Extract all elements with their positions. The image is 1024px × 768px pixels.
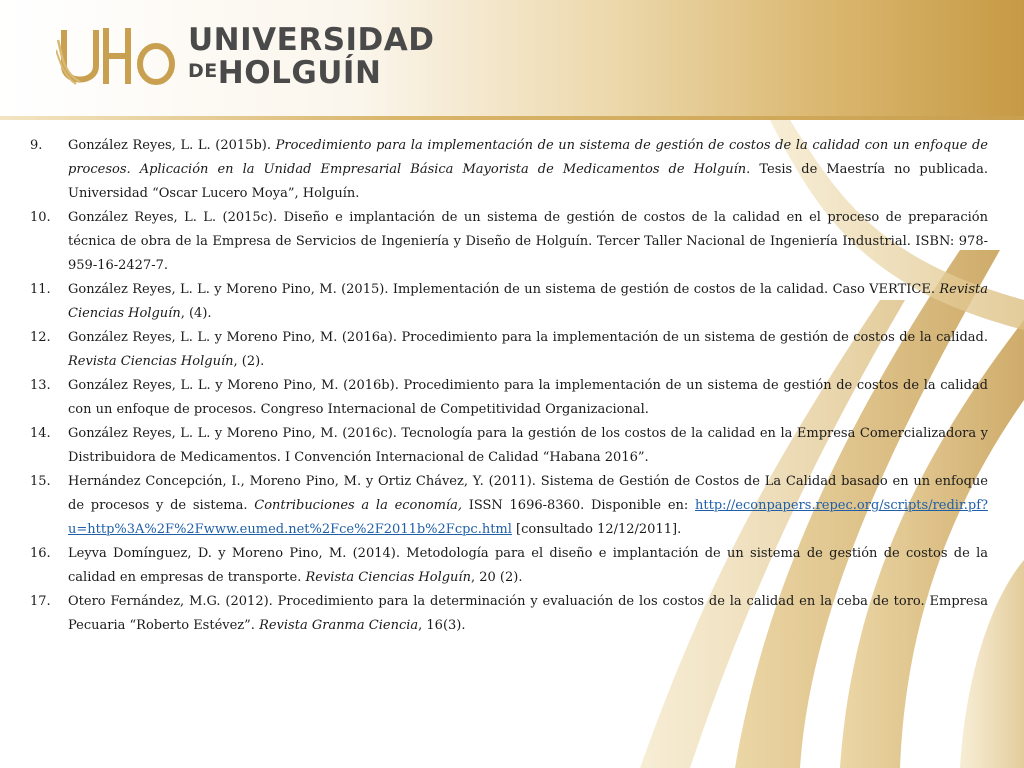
university-logo xyxy=(56,22,435,92)
reference-details: , 16(3). xyxy=(418,618,466,633)
reference-link[interactable]: http://econpapers.repec.org/scripts/redir.pf?u=http%3A%2F%2Fwww.eumed.net%2Fce%2F2011b%2Fcpc.html xyxy=(68,498,988,537)
reference-title: Procedimiento para la implementación de un sistema de gestión de costos de la calidad con un enfoque de procesos. Aplicación en la Unidad Empresarial Básica Mayorista de Medicamentos de Holguín. xyxy=(68,138,988,177)
logo-line-2-main: HOLGUÍN xyxy=(217,55,382,91)
reference-item xyxy=(30,278,988,326)
reference-text xyxy=(68,470,988,542)
header-divider xyxy=(0,116,1024,120)
reference-text xyxy=(68,590,988,638)
reference-text xyxy=(68,206,988,278)
reference-text xyxy=(68,422,988,470)
reference-item xyxy=(30,470,988,542)
reference-details: , (2). xyxy=(233,354,265,369)
reference-details: , (4). xyxy=(180,306,212,321)
reference-details: , 20 (2). xyxy=(470,570,523,585)
reference-journal: Revista Granma Ciencia xyxy=(259,618,419,633)
logo-line-1: UNIVERSIDAD xyxy=(188,22,435,58)
reference-authors: González Reyes, L. L. y Moreno Pino, M. (2016a). Procedimiento para la implementación de un sistema de gestión de costos de la calidad. xyxy=(68,330,988,345)
reference-item xyxy=(30,326,988,374)
reference-item xyxy=(30,590,988,638)
reference-authors: González Reyes, L. L. (2015c). Diseño e implantación de un sistema de gestión de costos de la calidad en el proceso de preparación técnica de obra de la Empresa de Servicios de Ingeniería y Diseño de Holguín. Tercer Taller Nacional de Ingeniería Industrial. ISBN: 978-959-16-2427-7. xyxy=(68,210,988,273)
reference-authors: González Reyes, L. L. y Moreno Pino, M. (2016c). Tecnología para la gestión de los costos de la calidad en la Empresa Comercializadora y Distribuidora de Medicamentos. I Convención Internacional de Calidad “Habana 2016”. xyxy=(68,426,988,465)
reference-details: ISSN 1696-8360. Disponible en: xyxy=(461,498,696,513)
reference-consulted-date: [consultado 12/12/2011]. xyxy=(511,522,682,537)
reference-number: 12. xyxy=(30,330,51,345)
reference-text xyxy=(68,374,988,422)
logo-line-2 xyxy=(188,55,435,91)
reference-number: 11. xyxy=(30,282,51,297)
reference-authors: Otero Fernández, M.G. (2012). Procedimiento para la determinación y evaluación de los costos de la calidad en la ceba de toro. Empresa Pecuaria “Roberto Estévez”. xyxy=(68,594,988,633)
reference-item xyxy=(30,542,988,590)
reference-item xyxy=(30,374,988,422)
reference-item xyxy=(30,422,988,470)
reference-number: 13. xyxy=(30,378,51,393)
reference-number: 17. xyxy=(30,594,51,609)
reference-item xyxy=(30,206,988,278)
logo-line-2-prefix: DE xyxy=(188,60,218,82)
reference-journal: Revista Ciencias Holguín xyxy=(68,354,234,369)
reference-item xyxy=(30,134,988,206)
reference-text xyxy=(68,542,988,590)
reference-authors: Leyva Domínguez, D. y Moreno Pino, M. (2014). Metodología para el diseño e implantación de un sistema de gestión de costos de la calidad en empresas de transporte. xyxy=(68,546,988,585)
reference-text xyxy=(68,278,988,326)
logo-wordmark xyxy=(188,22,435,91)
reference-number: 10. xyxy=(30,210,51,225)
reference-number: 14. xyxy=(30,426,51,441)
reference-authors: Hernández Concepción, I., Moreno Pino, M. y Ortiz Chávez, Y. (2011). Sistema de Gestión de Costos de La Calidad basado en un enfoque de procesos y de sistema. xyxy=(68,474,988,513)
reference-journal: Revista Ciencias Holguín xyxy=(305,570,471,585)
reference-details: Tesis de Maestría no publicada. Universidad “Oscar Lucero Moya”, Holguín. xyxy=(68,162,988,201)
reference-journal: Revista Ciencias Holguín xyxy=(68,282,988,321)
reference-journal: Contribuciones a la economía, xyxy=(254,498,462,513)
reference-list xyxy=(30,134,988,638)
reference-authors: González Reyes, L. L. (2015b). xyxy=(68,138,276,153)
reference-authors: González Reyes, L. L. y Moreno Pino, M. (2016b). Procedimiento para la implementación de un sistema de gestión de costos de la calidad con un enfoque de procesos. Congreso Internacional de Competitividad Organizacional. xyxy=(68,378,988,417)
reference-authors: González Reyes, L. L. y Moreno Pino, M. (2015). Implementación de un sistema de gestión de costos de la calidad. Caso VERTICE. xyxy=(68,282,940,297)
uho-monogram-icon xyxy=(56,24,180,90)
reference-number: 15. xyxy=(30,474,51,489)
reference-number: 9. xyxy=(30,138,43,153)
reference-text xyxy=(68,134,988,206)
reference-number: 16. xyxy=(30,546,51,561)
reference-text xyxy=(68,326,988,374)
